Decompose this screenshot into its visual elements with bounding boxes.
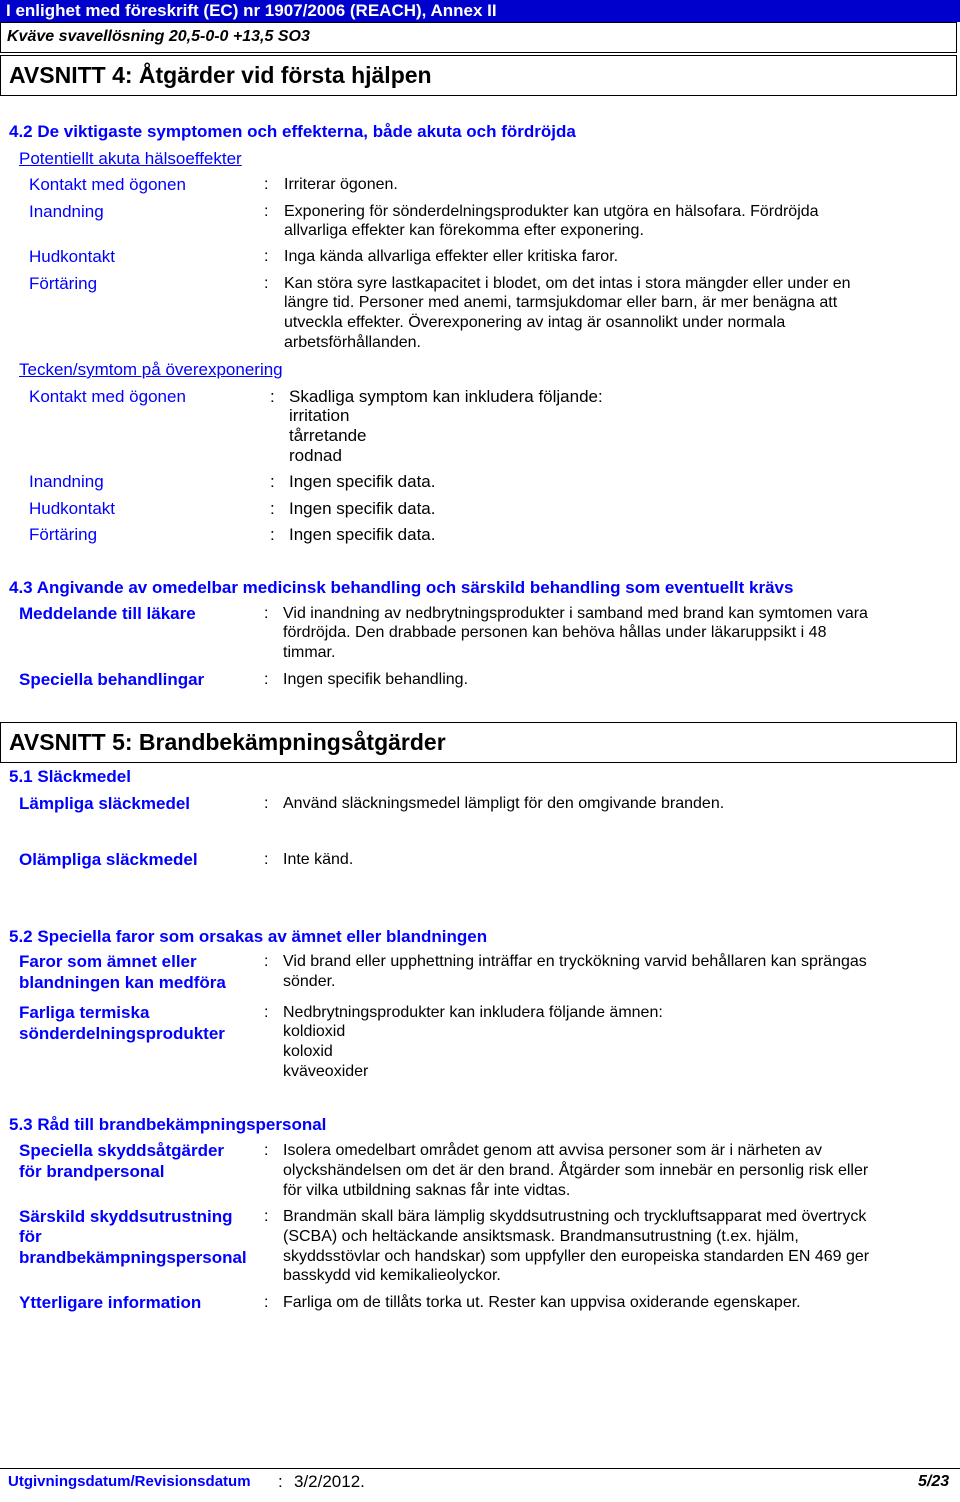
row-label-special-precautions-line: Speciella skyddsåtgärder bbox=[19, 1141, 225, 1160]
value-eye-signs-line: rodnad bbox=[289, 446, 342, 465]
separator-colon: : bbox=[264, 671, 269, 688]
row-label-special-precautions-line: för brandpersonal bbox=[19, 1162, 165, 1181]
row-label-decomposition-line: sönderdelningsprodukter bbox=[19, 1024, 225, 1043]
regulation-title: I enlighet med föreskrift (EC) nr 1907/2006 (REACH), Annex II bbox=[6, 1, 497, 20]
value-ingestion-line: arbetsförhållanden. bbox=[284, 334, 421, 351]
value-physician-line: fördröjda. Den drabbade personen kan behöva hållas under läkaruppsikt i 48 bbox=[283, 624, 827, 641]
separator-colon: : bbox=[264, 1294, 269, 1311]
row-label-hazards-line: blandningen kan medföra bbox=[19, 973, 226, 992]
value-decomposition-line: koloxid bbox=[283, 1043, 333, 1060]
separator-colon: : bbox=[264, 203, 269, 220]
value-ingestion-line: Kan störa syre lastkapacitet i blodet, om det intas i stora mängder eller under en bbox=[284, 275, 851, 292]
value-physician-line: timmar. bbox=[283, 644, 336, 661]
row-label-inhalation: Inandning bbox=[29, 202, 104, 221]
footer-rule bbox=[0, 1468, 960, 1469]
value-ingestion-signs: Ingen specifik data. bbox=[289, 525, 436, 544]
potential-effects-heading: Potentiellt akuta hälsoeffekter bbox=[19, 149, 242, 168]
product-name-box bbox=[0, 22, 957, 53]
separator-colon: : bbox=[264, 1208, 269, 1225]
value-equipment-line: basskydd vid kemikalieolyckor. bbox=[283, 1267, 501, 1284]
value-equipment-line: Brandmän skall bära lämplig skyddsutrustning och tryckluftsapparat med övertryck bbox=[283, 1208, 867, 1225]
separator-colon: : bbox=[264, 795, 269, 812]
row-label-ingestion: Förtäring bbox=[29, 274, 98, 293]
product-name: Kväve svavellösning 20,5-0-0 +13,5 SO3 bbox=[7, 28, 310, 45]
row-label-specific-treatments: Speciella behandlingar bbox=[19, 670, 205, 689]
value-skin-signs: Ingen specifik data. bbox=[289, 499, 436, 518]
row-label-hazards-line: Faror som ämnet eller bbox=[19, 952, 197, 971]
document-header bbox=[0, 0, 960, 22]
section-4-title: AVSNITT 4: Åtgärder vid första hjälpen bbox=[9, 62, 432, 88]
subsection-5-1-title: 5.1 Släckmedel bbox=[9, 767, 131, 786]
value-additional-info: Farliga om de tillåts torka ut. Rester kan uppvisa oxiderande egenskaper. bbox=[283, 1294, 801, 1311]
section-4-heading-box bbox=[0, 55, 957, 96]
separator-colon: : bbox=[264, 851, 269, 868]
separator-colon: : bbox=[264, 248, 269, 265]
value-precautions-line: olyckshändelsen om det är den brand. Åtgärder som innebär en personlig risk eller bbox=[283, 1162, 869, 1179]
section-5-heading-box bbox=[0, 722, 957, 763]
row-label-skin-contact: Hudkontakt bbox=[29, 247, 115, 266]
section-5-title: AVSNITT 5: Brandbekämpningsåtgärder bbox=[9, 729, 446, 755]
value-ingestion-line: utveckla effekter. Överexponering av intag är osannolikt under normala bbox=[284, 314, 786, 331]
value-suitable-media: Använd släckningsmedel lämpligt för den omgivande branden. bbox=[283, 795, 725, 812]
value-precautions-line: för vilka utbildning saknas får inte vidtas. bbox=[283, 1182, 571, 1199]
value-inhalation-signs: Ingen specifik data. bbox=[289, 472, 436, 491]
row-label-skin-contact: Hudkontakt bbox=[29, 499, 115, 518]
separator-colon: : bbox=[264, 605, 269, 622]
value-specific-treatments: Ingen specifik behandling. bbox=[283, 671, 469, 688]
separator-colon: : bbox=[270, 525, 275, 544]
subsection-5-3-title: 5.3 Råd till brandbekämpningspersonal bbox=[9, 1115, 327, 1134]
row-label-unsuitable-media: Olämpliga släckmedel bbox=[19, 850, 198, 869]
value-inhalation-line: allvarliga effekter kan förekomma efter exponering. bbox=[284, 222, 644, 239]
separator-colon: : bbox=[264, 275, 269, 292]
footer-colon: : bbox=[278, 1472, 283, 1491]
row-label-eye-contact: Kontakt med ögonen bbox=[29, 175, 186, 194]
value-unsuitable-media: Inte känd. bbox=[283, 851, 354, 868]
value-eye-signs-line: Skadliga symptom kan inkludera följande: bbox=[289, 387, 603, 406]
value-precautions-line: Isolera omedelbart området genom att avvisa personer som är i närheten av bbox=[283, 1142, 822, 1159]
row-label-inhalation: Inandning bbox=[29, 472, 104, 491]
separator-colon: : bbox=[264, 953, 269, 970]
row-label-protective-equipment-line: Särskild skyddsutrustning bbox=[19, 1207, 233, 1226]
row-label-note-to-physician: Meddelande till läkare bbox=[19, 604, 196, 623]
signs-symptoms-heading: Tecken/symtom på överexponering bbox=[19, 360, 283, 379]
value-hazards-line: Vid brand eller upphettning inträffar en tryckökning varvid behållaren kan sprängas bbox=[283, 953, 867, 970]
separator-colon: : bbox=[270, 472, 275, 491]
row-label-decomposition-line: Farliga termiska bbox=[19, 1003, 150, 1022]
value-hazards-line: sönder. bbox=[283, 973, 336, 990]
value-eye-signs-line: tårretande bbox=[289, 426, 367, 445]
separator-colon: : bbox=[270, 387, 275, 406]
row-label-eye-contact: Kontakt med ögonen bbox=[29, 387, 186, 406]
row-label-ingestion: Förtäring bbox=[29, 525, 98, 544]
row-label-protective-equipment-line: brandbekämpningspersonal bbox=[19, 1248, 247, 1267]
value-decomposition-line: kväveoxider bbox=[283, 1063, 369, 1080]
value-eye-contact: Irriterar ögonen. bbox=[284, 176, 398, 193]
separator-colon: : bbox=[270, 499, 275, 518]
row-label-suitable-media: Lämpliga släckmedel bbox=[19, 794, 191, 813]
separator-colon: : bbox=[264, 176, 269, 193]
row-label-protective-equipment-line: för bbox=[19, 1227, 42, 1246]
footer-date-value: 3/2/2012. bbox=[294, 1472, 365, 1491]
separator-colon: : bbox=[264, 1142, 269, 1159]
value-decomposition-line: koldioxid bbox=[283, 1023, 346, 1040]
subsection-4-3-title: 4.3 Angivande av omedelbar medicinsk behandling och särskild behandling som eventuellt krävs bbox=[9, 578, 794, 597]
value-skin-contact: Inga kända allvarliga effekter eller kritiska faror. bbox=[284, 248, 619, 265]
value-equipment-line: skyddsstövlar och handskar) som uppfyller den europeiska standarden EN 469 ger bbox=[283, 1248, 870, 1265]
value-eye-signs-line: irritation bbox=[289, 406, 350, 425]
value-ingestion-line: längre tid. Personer med anemi, tarmsjukdomar eller barn, är mer benägna att bbox=[284, 294, 838, 311]
value-physician-line: Vid inandning av nedbrytningsprodukter i samband med brand kan symtomen vara bbox=[283, 605, 868, 622]
separator-colon: : bbox=[264, 1004, 269, 1021]
value-decomposition-line: Nedbrytningsprodukter kan inkludera följande ämnen: bbox=[283, 1004, 663, 1021]
value-equipment-line: (SCBA) och heltäckande ansiktsmask. Brandmansutrustning (t.ex. hjälm, bbox=[283, 1228, 799, 1245]
footer-date-label: Utgivningsdatum/Revisionsdatum bbox=[8, 1473, 251, 1490]
page-number: 5/23 bbox=[918, 1473, 950, 1490]
subsection-5-2-title: 5.2 Speciella faror som orsakas av ämnet eller blandningen bbox=[9, 927, 488, 946]
value-inhalation-line: Exponering för sönderdelningsprodukter kan utgöra en hälsofara. Fördröjda bbox=[284, 203, 819, 220]
row-label-additional-info: Ytterligare information bbox=[19, 1293, 202, 1312]
subsection-4-2-title: 4.2 De viktigaste symptomen och effekterna, både akuta och fördröjda bbox=[9, 122, 576, 141]
